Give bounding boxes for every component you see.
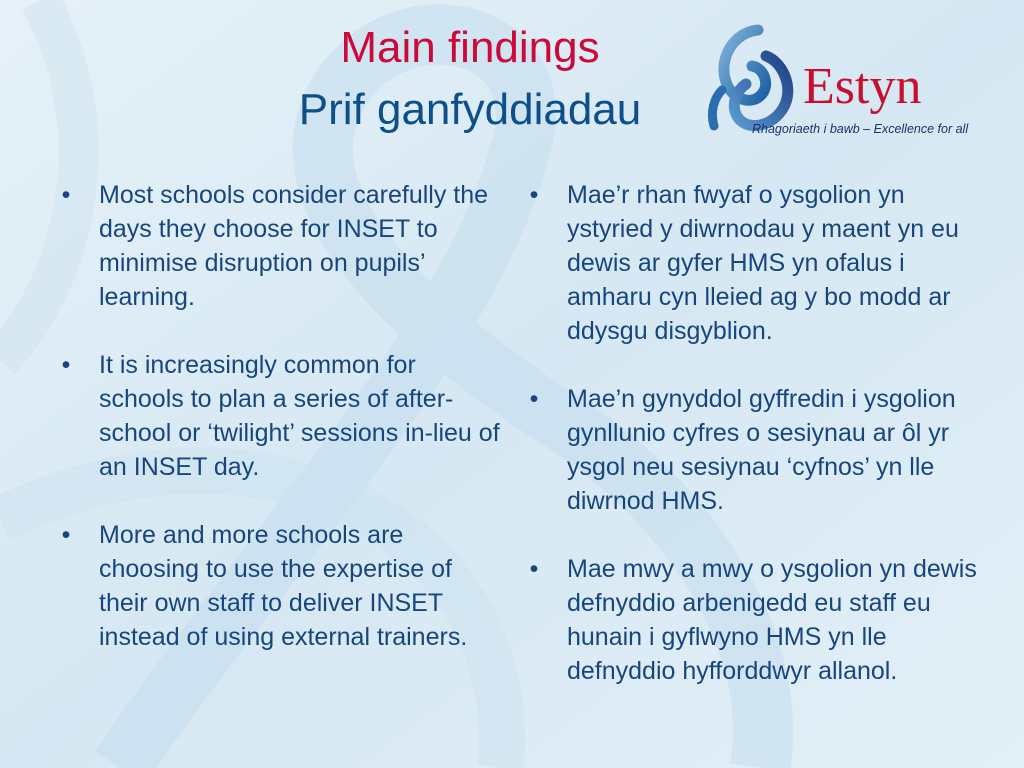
estyn-knot-icon	[700, 22, 800, 137]
list-item	[524, 552, 984, 688]
list-item	[56, 348, 506, 484]
finding-text: Mae’n gynyddol gyffredin i ysgolion gynllunio cyfres o sesiynau ar ôl yr ysgol neu sesiynau ‘cyfnos’ yn lle diwrnod HMS.	[567, 385, 956, 515]
finding-text: Mae mwy a mwy o ysgolion yn dewis defnyddio arbenigedd eu staff eu hunain i gyflwyno HMS yn lle defnyddio hyfforddwyr allanol.	[567, 555, 977, 685]
finding-text: Mae’r rhan fwyaf o ysgolion yn ystyried y diwrnodau y maent yn eu dewis ar gyfer HMS yn ofalus i amharu cyn lleied ag y bo modd ar ddysgu disgyblion.	[567, 181, 959, 345]
logo-wordmark: Estyn	[803, 58, 922, 115]
logo-tagline: Rhagoriaeth i bawb – Excellence for all	[752, 122, 969, 136]
finding-text: Most schools consider carefully the days they choose for INSET to minimise disruption on pupils’ learning.	[99, 181, 489, 311]
estyn-logo	[700, 22, 970, 147]
list-item	[524, 382, 984, 518]
finding-text: It is increasingly common for schools to plan a series of after-school or ‘twilight’ sessions in-lieu of an INSET day.	[99, 351, 500, 481]
finding-text: More and more schools are choosing to use the expertise of their own staff to deliver INSET instead of using external trainers.	[99, 521, 468, 651]
english-findings-list	[56, 178, 506, 688]
bullet-icon: •	[529, 181, 539, 209]
title-welsh: Prif ganfyddiadau	[298, 85, 642, 134]
bullet-icon: •	[61, 521, 71, 549]
list-item	[56, 178, 506, 314]
bullet-icon: •	[61, 181, 71, 209]
list-item	[524, 178, 984, 348]
list-item	[56, 518, 506, 654]
title-english: Main findings	[340, 23, 600, 72]
bullet-icon: •	[61, 351, 71, 379]
bullet-icon: •	[529, 385, 539, 413]
welsh-findings-list	[524, 178, 984, 722]
bullet-icon: •	[529, 555, 539, 583]
